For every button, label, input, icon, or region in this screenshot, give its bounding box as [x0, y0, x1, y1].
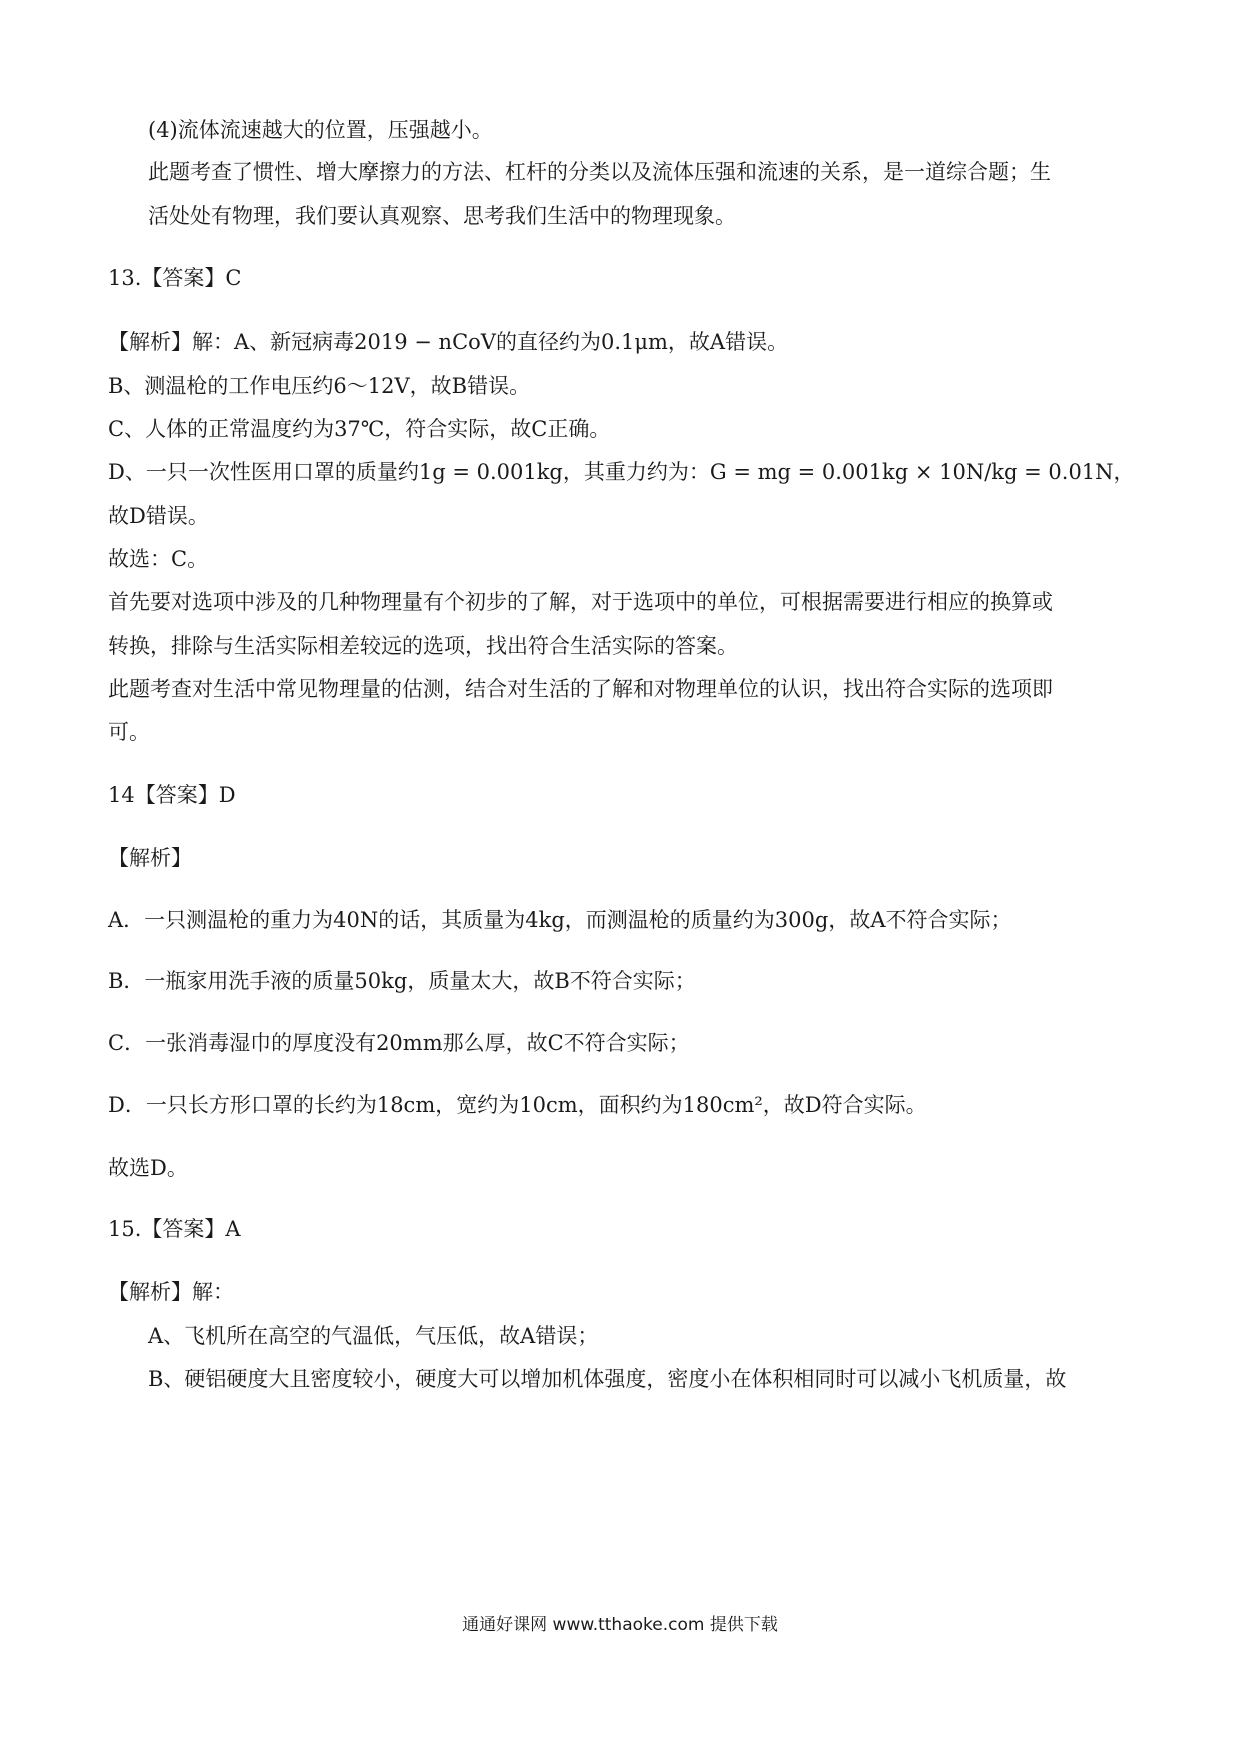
text-line-13: 此题考查对生活中常见物理量的估测，结合对生活的了解和对物理单位的认识，找出符合实际的选项即 [108, 677, 1053, 701]
text-line-3: 活处处有物理，我们要认真观察、思考我们生活中的物理现象。 [148, 204, 736, 228]
text-line-9: 故D错误。 [108, 504, 209, 528]
text-line-5: 【解析】解：A、新冠病毒2019 − nCoV的直径约为0.1μm，故A错误。 [108, 330, 789, 354]
option-d-14: D．一只长方形口罩的长约为18cm，宽约为10cm，面积约为180cm²，故D符合实际。 [108, 1093, 927, 1117]
text-line-8: D、一只一次性医用口罩的质量约1g = 0.001kg，其重力约为：G = mg = 0.001kg × 10N/kg = 0.01N， [108, 460, 1135, 484]
text-line-2: 此题考查了惯性、增大摩擦力的方法、杠杆的分类以及流体压强和流速的关系，是一道综合题；生 [148, 160, 1051, 184]
option-b-14: B．一瓶家用洗手液的质量50kg，质量太大，故B不符合实际； [108, 969, 696, 993]
option-c-14: C．一张消毒湿巾的厚度没有20mm那么厚，故C不符合实际； [108, 1031, 690, 1055]
analysis-heading-14: 【解析】 [108, 846, 192, 870]
conclusion-14: 故选D。 [108, 1156, 188, 1180]
analysis-heading-15: 【解析】解： [108, 1280, 234, 1304]
answer-heading-14: 14【答案】D [108, 783, 236, 807]
option-a-15: A、飞机所在高空的气温低，气压低，故A错误； [148, 1324, 599, 1348]
text-line-10: 故选：C。 [108, 547, 209, 571]
text-line-1: (4)流体流速越大的位置，压强越小。 [148, 118, 493, 142]
text-line-12: 转换，排除与生活实际相差较远的选项，找出符合生活实际的答案。 [108, 634, 738, 658]
answer-heading-13: 13.【答案】C [108, 266, 242, 290]
text-line-7: C、人体的正常温度约为37℃，符合实际，故C正确。 [108, 417, 611, 441]
option-b-15: B、硬铝硬度大且密度较小，硬度大可以增加机体强度，密度小在体积相同时可以减小飞机质量，故 [148, 1367, 1067, 1391]
page-footer: 通通好课网 www.tthaoke.com 提供下载 [462, 1615, 778, 1635]
answer-heading-15: 15.【答案】A [108, 1217, 241, 1241]
text-line-11: 首先要对选项中涉及的几种物理量有个初步的了解，对于选项中的单位，可根据需要进行相应的换算或 [108, 590, 1053, 614]
option-a-14: A．一只测温枪的重力为40N的话，其质量为4kg，而测温枪的质量约为300g，故A不符合实际； [108, 908, 1012, 932]
text-line-14: 可。 [108, 720, 150, 744]
text-line-6: B、测温枪的工作电压约6～12V，故B错误。 [108, 374, 531, 398]
